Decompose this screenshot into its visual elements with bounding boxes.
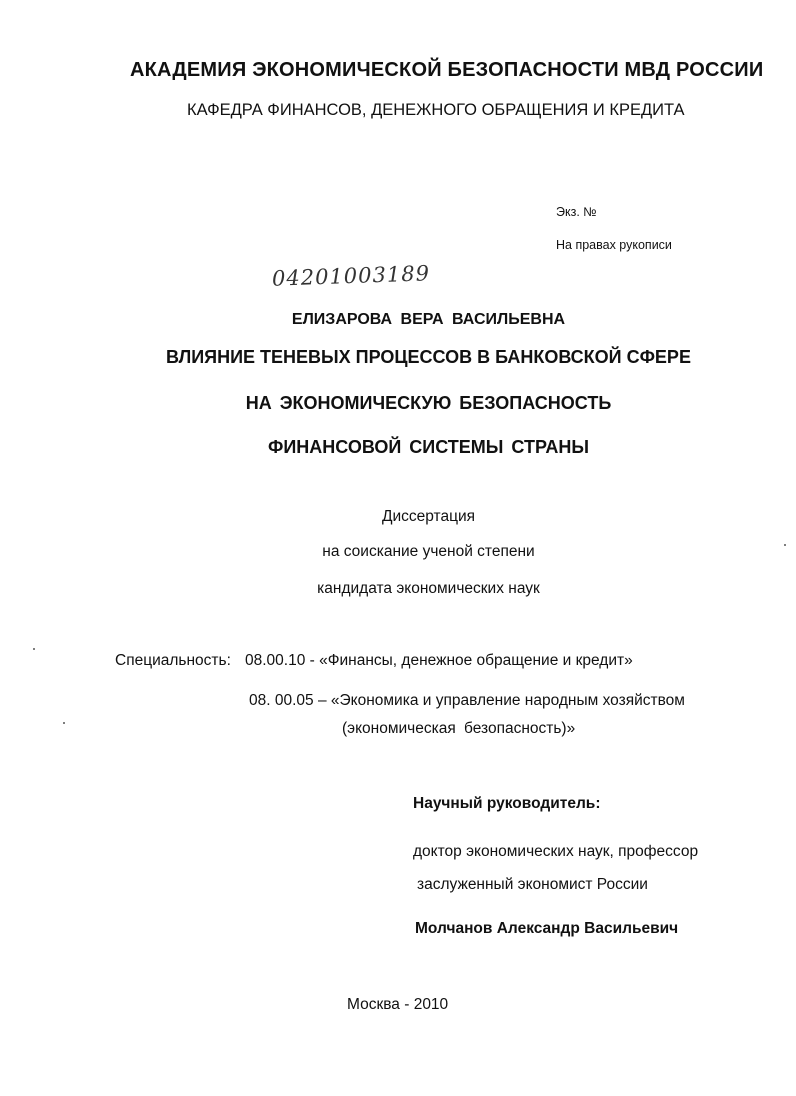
scan-speck xyxy=(63,722,65,724)
specialty-label: Специальность: xyxy=(115,652,231,669)
scan-speck xyxy=(784,544,786,546)
supervisor-label: Научный руководитель: xyxy=(413,795,601,812)
supervisor-name: Молчанов Александр Васильевич xyxy=(415,920,679,937)
supervisor-title: заслуженный экономист России xyxy=(417,876,648,893)
degree-purpose: на соискание ученой степени xyxy=(322,543,535,560)
specialty-item-1: 08.00.10 - «Финансы, денежное обращение и кредит» xyxy=(245,652,633,669)
supervisor-degree: доктор экономических наук, профессор xyxy=(413,843,699,860)
city-year: Москва - 2010 xyxy=(347,996,449,1013)
copy-number-label: Экз. № xyxy=(556,205,597,219)
dissertation-title-line-3: ФИНАНСОВОЙ СИСТЕМЫ СТРАНЫ xyxy=(267,437,590,457)
dissertation-type: Диссертация xyxy=(381,508,476,525)
department-name: КАФЕДРА ФИНАНСОВ, ДЕНЕЖНОГО ОБРАЩЕНИЯ И КРЕДИТА xyxy=(187,101,685,119)
handwritten-registration-number: 04201003189 xyxy=(271,261,431,291)
dissertation-title-line-1: ВЛИЯНИЕ ТЕНЕВЫХ ПРОЦЕССОВ В БАНКОВСКОЙ СФЕРЕ xyxy=(166,347,691,367)
dissertation-title-line-2: НА ЭКОНОМИЧЕСКУЮ БЕЗОПАСНОСТЬ xyxy=(245,393,612,413)
manuscript-rights-label: На правах рукописи xyxy=(556,238,672,252)
scan-speck xyxy=(33,648,35,650)
author-name: ЕЛИЗАРОВА ВЕРА ВАСИЛЬЕВНА xyxy=(291,311,566,328)
specialty-item-2-continuation: (экономическая безопасность)» xyxy=(342,720,576,737)
specialty-item-2: 08. 00.05 – «Экономика и управление народным хозяйством xyxy=(249,692,685,709)
academy-name: АКАДЕМИЯ ЭКОНОМИЧЕСКОЙ БЕЗОПАСНОСТИ МВД РОССИИ xyxy=(130,59,764,81)
degree-name: кандидата экономических наук xyxy=(317,580,540,597)
